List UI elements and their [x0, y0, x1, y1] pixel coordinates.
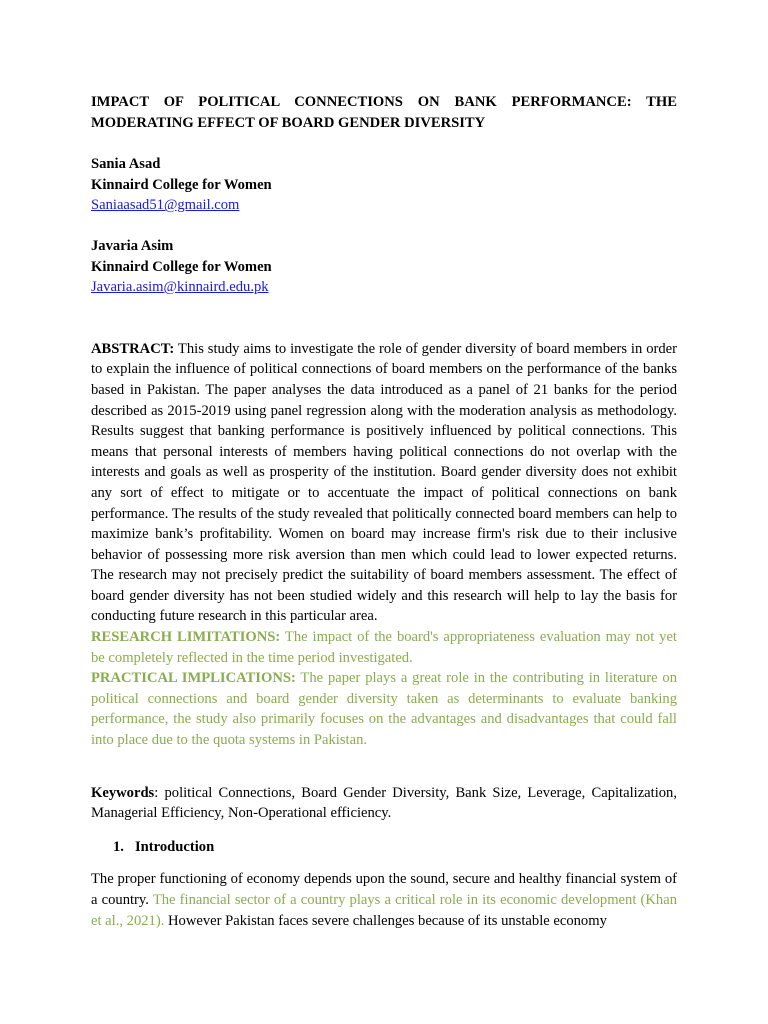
author-block-1	[91, 154, 677, 216]
author-email-link[interactable]: Saniaasad51@gmail.com	[91, 197, 240, 214]
research-limitations-paragraph	[91, 627, 677, 668]
author-name: Javaria Asim	[91, 237, 174, 254]
section-title: Introduction	[135, 838, 215, 855]
intro-text-part1: The proper functioning of economy depends upon the sound, secure and healthy financial system of a country.	[91, 871, 677, 908]
research-limitations-label: RESEARCH LIMITATIONS:	[91, 629, 281, 646]
introduction-paragraph	[91, 869, 677, 931]
practical-implications-label: PRACTICAL IMPLICATIONS:	[91, 670, 296, 687]
practical-implications-paragraph	[91, 668, 677, 750]
author-block-2	[91, 236, 677, 298]
keywords-paragraph	[91, 783, 677, 824]
intro-text-part2: However Pakistan faces severe challenges because of its unstable economy	[164, 912, 607, 929]
abstract-text: This study aims to investigate the role of gender diversity of board members in order to explain the influence of political connections of board members on the performance of the banks based in Pakistan. The paper analyses the data introduced as a panel of 21 banks for the period described as 2015-2019 using panel regression along with the moderation analysis as methodology. Results suggest that banking performance is positively influenced by political connections. This means that personal interests of members having political connections do not overlap with the interests and goals as well as prosperity of the institution. Board gender diversity does not exhibit any sort of effect to mitigate or to accentuate the impact of political connections on bank performance. The results of the study revealed that politically connected board members can help to maximize bank’s profitability. Women on board may increase firm's risk due to their inclusive behavior of possessing more risk aversion than men which could lead to lower expected returns. The research may not precisely predict the suitability of board members assessment. The effect of board gender diversity has not been studied widely and this research will help to lay the basis for conducting future research in this particular area.	[91, 340, 677, 625]
section-number: 1.	[113, 838, 124, 855]
intro-text-citation: The financial sector of a country plays a critical role in its economic development (Khan et al., 2021).	[91, 892, 677, 929]
abstract-paragraph	[91, 339, 677, 627]
research-limitations-text: The impact of the board's appropriateness evaluation may not yet be completely reflected in the time period investigated.	[91, 629, 677, 666]
keywords-label: Keywords	[91, 784, 155, 801]
paper-page	[91, 92, 677, 931]
author-email-link[interactable]: Javaria.asim@kinnaird.edu.pk	[91, 279, 269, 296]
abstract-label: ABSTRACT:	[91, 340, 175, 357]
paper-title: IMPACT OF POLITICAL CONNECTIONS ON BANK PERFORMANCE: THE MODERATING EFFECT OF BOARD GENDER DIVERSITY	[91, 94, 677, 131]
keywords-text: : political Connections, Board Gender Diversity, Bank Size, Leverage, Capitalization, Managerial Efficiency, Non-Operational efficiency.	[91, 784, 677, 822]
section-heading-introduction	[91, 837, 677, 858]
author-name: Sania Asad	[91, 156, 161, 173]
author-affiliation: Kinnaird College for Women	[91, 176, 272, 193]
practical-implications-text: The paper plays a great role in the contributing in literature on political connections and board gender diversity taken as determinants to evaluate banking performance, the study also primarily focuses on the advantages and disadvantages that could fall into place due to the quota systems in Pakistan.	[91, 670, 678, 749]
abstract-section	[91, 339, 677, 751]
author-affiliation: Kinnaird College for Women	[91, 258, 272, 275]
